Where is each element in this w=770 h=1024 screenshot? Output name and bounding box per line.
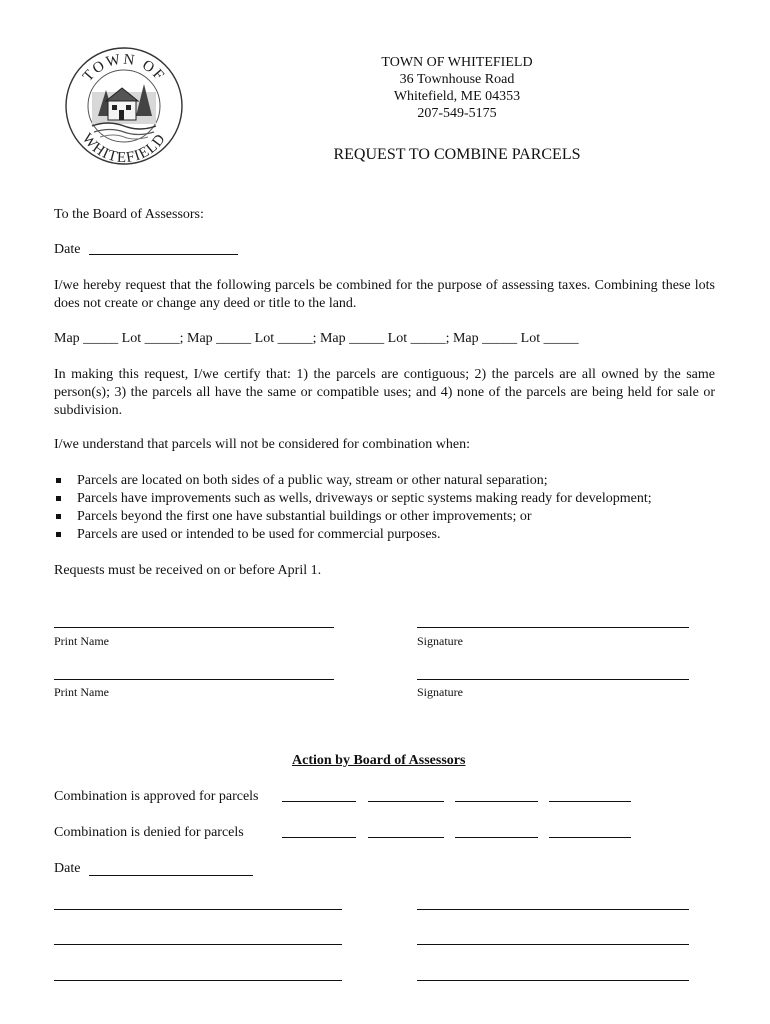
svg-text:WHITEFIELD: WHITEFIELD xyxy=(78,130,170,167)
denied-parcel-2[interactable] xyxy=(368,837,444,838)
certify-paragraph: In making this request, I/we certify that: 1) the parcels are contiguous; 2) the parcels are all owned by the same person(s); 3) the parcels all have the same or compatible uses; and 4) none of the parcels are being held for sale or subdivision. xyxy=(54,367,715,418)
denied-parcel-4[interactable] xyxy=(549,837,631,838)
approved-parcel-4[interactable] xyxy=(549,801,631,802)
signature-field-1[interactable] xyxy=(417,627,689,628)
signature-field-2[interactable] xyxy=(417,679,689,680)
list-item: Parcels are used or intended to be used for commercial purposes. xyxy=(54,526,652,544)
list-item: Parcels are located on both sides of a public way, stream or other natural separation; xyxy=(54,472,652,490)
assessor-signature-line-2[interactable] xyxy=(417,909,689,910)
deadline-note: Requests must be received on or before April 1. xyxy=(54,563,322,578)
assessor-signature-line-5[interactable] xyxy=(54,980,342,981)
assessor-signature-line-1[interactable] xyxy=(54,909,342,910)
date-field[interactable] xyxy=(89,254,238,255)
approved-parcel-3[interactable] xyxy=(455,801,538,802)
form-title: REQUEST TO COMBINE PARCELS xyxy=(333,146,581,163)
street-address: 36 Townhouse Road xyxy=(399,72,515,87)
print-name-field-2[interactable] xyxy=(54,679,334,680)
print-name-label-1: Print Name xyxy=(54,634,109,648)
assessor-signature-line-4[interactable] xyxy=(417,944,689,945)
conditions-list xyxy=(54,472,652,544)
approved-label: Combination is approved for parcels xyxy=(54,789,259,804)
map-lot-line: Map _____ Lot _____; Map _____ Lot _____; Map _____ Lot _____; Map _____ Lot _____ xyxy=(54,331,579,346)
denied-parcel-3[interactable] xyxy=(455,837,538,838)
approved-parcel-2[interactable] xyxy=(368,801,444,802)
city-state-zip: Whitefield, ME 04353 xyxy=(393,89,521,104)
phone-number: 207-549-5175 xyxy=(417,106,497,121)
denied-label: Combination is denied for parcels xyxy=(54,825,244,840)
salutation: To the Board of Assessors: xyxy=(54,207,204,222)
date-label: Date xyxy=(54,242,81,257)
print-name-field-1[interactable] xyxy=(54,627,334,628)
approved-parcel-1[interactable] xyxy=(282,801,356,802)
action-heading: Action by Board of Assessors xyxy=(292,753,466,768)
signature-label-1: Signature xyxy=(417,634,463,648)
signature-label-2: Signature xyxy=(417,685,463,699)
town-address-block xyxy=(330,54,584,122)
assessor-signature-line-3[interactable] xyxy=(54,944,342,945)
action-date-field[interactable] xyxy=(89,875,253,876)
list-item: Parcels beyond the first one have substantial buildings or other improvements; or xyxy=(54,508,652,526)
print-name-label-2: Print Name xyxy=(54,685,109,699)
town-seal-logo xyxy=(62,44,186,168)
list-item: Parcels have improvements such as wells, driveways or septic systems making ready for development; xyxy=(54,490,652,508)
action-date-label: Date xyxy=(54,861,81,876)
svg-text:TOWN OF: TOWN OF xyxy=(80,51,169,85)
assessor-signature-line-6[interactable] xyxy=(417,980,689,981)
understand-line: I/we understand that parcels will not be considered for combination when: xyxy=(54,437,470,452)
town-name: TOWN OF WHITEFIELD xyxy=(381,55,533,70)
request-paragraph: I/we hereby request that the following parcels be combined for the purpose of assessing taxes. Combining these lots does not create or change any deed or title to the land. xyxy=(54,278,715,311)
denied-parcel-1[interactable] xyxy=(282,837,356,838)
